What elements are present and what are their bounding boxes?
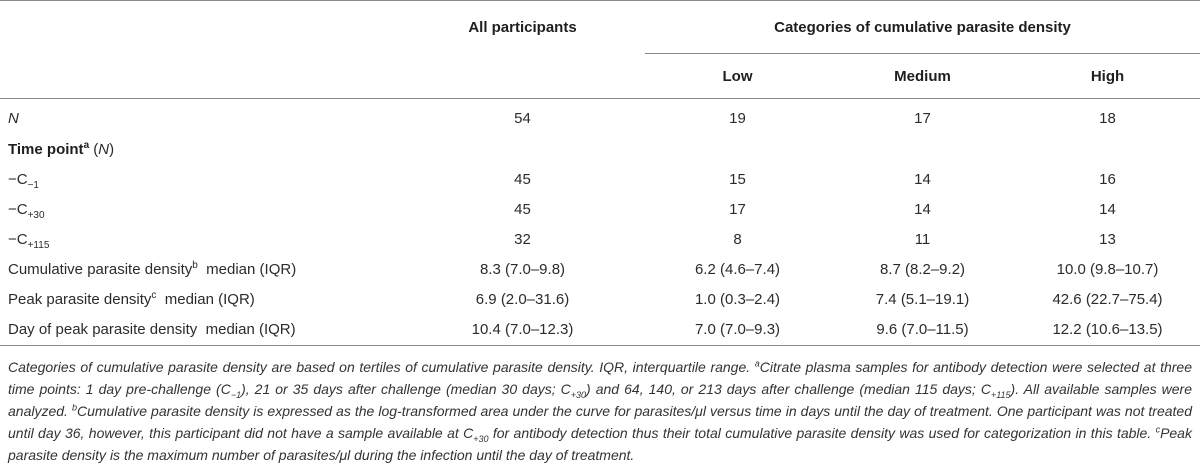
cell-low: 8 (733, 231, 742, 248)
cell-low: 1.0 (0.3–2.4) (694, 291, 781, 308)
header-categories (645, 1, 1200, 55)
header-empty-cell-2 (0, 55, 400, 99)
row-label-suffix: median (IQR) (156, 291, 255, 308)
cell-high: 12.2 (10.6–13.5) (1052, 321, 1163, 338)
row-label-text: −C (8, 231, 28, 248)
cell-medium: 14 (914, 171, 931, 188)
footnote-mark-c: c (1155, 423, 1161, 434)
header-row-1 (0, 1, 1200, 55)
cell-medium (830, 135, 1015, 165)
row-label-text: Time point (8, 141, 84, 158)
row-label: Day of peak parasite density median (IQR) (8, 321, 296, 338)
table-row (0, 285, 1200, 315)
cell-medium: 9.6 (7.0–11.5) (876, 321, 969, 338)
footnote-text: Cumulative parasite density is expressed as the log-transformed area under the curve for parasites/μl versus time in days until the day of treatment. One participant was not treated until day 36, however, this participant did not have a sample available at C (8, 402, 1192, 441)
cell-medium: 8.7 (8.2–9.2) (879, 261, 966, 278)
footnote-text: ) and 64, 140, or 213 days after challenge (median 115 days; C (586, 380, 991, 397)
row-label-text: Peak parasite density (8, 291, 152, 308)
cell-high: 13 (1099, 231, 1116, 248)
cell-medium: 7.4 (5.1–19.1) (875, 291, 970, 308)
footnote-subscript: +115 (990, 389, 1011, 400)
cell-medium: 14 (914, 201, 931, 218)
footnote-mark: a (83, 140, 90, 151)
cell-all: 45 (514, 171, 531, 188)
cell-all: 54 (514, 110, 531, 127)
cell-low: 15 (729, 171, 746, 188)
table-row (0, 135, 1200, 165)
footnote-text: ), 21 or 35 days after challenge (median 30 days; C (241, 380, 571, 397)
row-label-text: Cumulative parasite density (8, 261, 193, 278)
footnote-text: ). All available samples were analyzed. (8, 380, 1192, 419)
cell-high (1015, 135, 1200, 165)
cell-all: 32 (514, 231, 531, 248)
row-label-suffix: median (IQR) (197, 261, 297, 278)
footnote-text: Citrate plasma samples for antibody detection were selected at three time points: 1 day pre-challenge (C (8, 358, 1192, 397)
table-row (0, 255, 1200, 285)
row-label-suffix: ( (89, 141, 99, 158)
cell-all (400, 135, 645, 165)
row-label-subscript: +115 (27, 240, 50, 251)
header-empty-cell-3 (400, 55, 645, 99)
header-empty-cell (0, 1, 400, 55)
cell-low: 7.0 (7.0–9.3) (694, 321, 781, 338)
header-categories-label: Categories of cumulative parasite density (645, 19, 1200, 54)
cell-high: 42.6 (22.7–75.4) (1052, 291, 1163, 308)
table-row (0, 165, 1200, 195)
footnote-subscript: +30 (570, 389, 587, 400)
row-label (0, 135, 400, 165)
cell-high: 18 (1099, 110, 1116, 127)
table-row (0, 195, 1200, 225)
footnote-mark-b: b (71, 401, 77, 412)
footnote-mark: c (151, 290, 157, 301)
header-low: Low (722, 67, 753, 85)
row-label (0, 255, 400, 285)
footnote-text: Categories of cumulative parasite density are based on tertiles of cumulative parasite density. IQR, interquartile range. (8, 358, 755, 375)
cell-medium: 17 (914, 110, 931, 127)
cell-low: 19 (729, 110, 746, 127)
header-medium: Medium (894, 67, 951, 85)
row-label-suffix-close: ) (109, 141, 115, 158)
cell-medium: 11 (914, 231, 931, 248)
header-row-2 (0, 55, 1200, 99)
header-all-participants: All participants (468, 19, 577, 36)
row-label: N (8, 110, 19, 127)
footnote-mark: b (192, 260, 198, 271)
header-high: High (1090, 67, 1125, 85)
row-label (0, 195, 400, 225)
cell-all: 6.9 (2.0–31.6) (475, 291, 570, 308)
cell-low: 17 (729, 201, 746, 218)
cell-low (645, 135, 830, 165)
footnote-text: for antibody detection thus their total cumulative parasite density was used for categorization in this table. (488, 424, 1156, 441)
footnote-subscript: −1 (230, 389, 242, 400)
row-label (0, 285, 400, 315)
cell-high: 14 (1099, 201, 1116, 218)
row-label-text: −C (8, 201, 28, 218)
row-label (0, 225, 400, 255)
table-footnote (0, 346, 1200, 466)
footnote-subscript: +30 (473, 433, 489, 444)
table-row (0, 98, 1200, 135)
footnote-mark-a: a (754, 357, 760, 368)
row-label-suffix-n: N (98, 141, 110, 158)
footnote-text: Peak parasite density is the maximum number of parasites/μl during the infection until the day of treatment. (8, 424, 1192, 463)
cell-all: 45 (514, 201, 531, 218)
cell-low: 6.2 (4.6–7.4) (694, 261, 781, 278)
cell-high: 10.0 (9.8–10.7) (1056, 261, 1159, 278)
row-label (0, 165, 400, 195)
row-label-subscript: +30 (27, 210, 45, 221)
table-row (0, 225, 1200, 255)
table-row (0, 315, 1200, 346)
cell-high: 16 (1099, 171, 1116, 188)
row-label-text: −C (8, 171, 28, 188)
cell-all: 10.4 (7.0–12.3) (471, 321, 574, 338)
row-label-subscript: −1 (27, 180, 39, 191)
cell-all: 8.3 (7.0–9.8) (479, 261, 566, 278)
